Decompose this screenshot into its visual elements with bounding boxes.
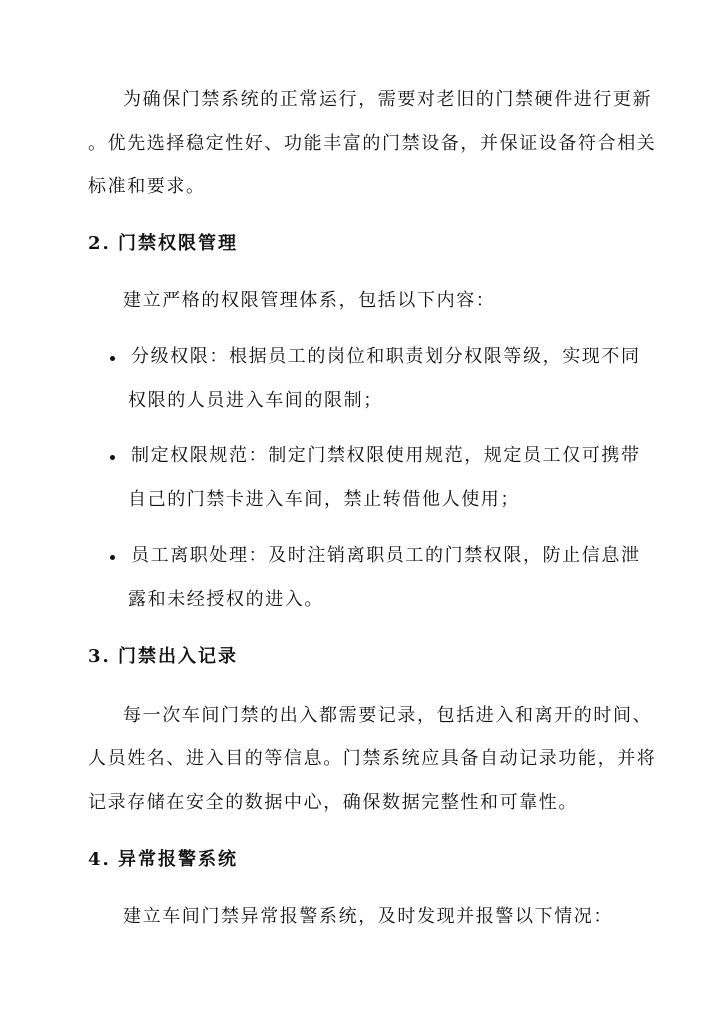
bullet-dot	[110, 555, 115, 560]
section-4-intro: 建立车间门禁异常报警系统，及时发现并报警以下情况：	[123, 906, 613, 927]
intro-paragraph-line-2: 。优先选择稳定性好、功能丰富的门禁设备，并保证设备符合相关	[88, 133, 657, 154]
section-3-paragraph-line-2: 人员姓名、进入目的等信息。门禁系统应具备自动记录功能，并将	[88, 748, 657, 769]
bullet-3-line-2: 露和未经授权的进入。	[128, 589, 324, 610]
bullet-dot	[110, 356, 115, 361]
section-4-title: 异常报警系统	[118, 849, 238, 870]
section-2-title: 门禁权限管理	[118, 233, 238, 254]
section-3-number: 3.	[88, 646, 111, 667]
intro-paragraph-line-1: 为确保门禁系统的正常运行，需要对老旧的门禁硬件进行更新	[123, 89, 653, 110]
intro-paragraph-line-3: 标准和要求。	[88, 176, 206, 197]
section-2-intro: 建立严格的权限管理体系，包括以下内容：	[123, 290, 496, 311]
section-4-number: 4.	[88, 849, 111, 870]
section-4-heading	[88, 848, 238, 872]
bullet-3-line-1: 员工离职处理：及时注销离职员工的门禁权限，防止信息泄	[131, 545, 641, 566]
bullet-1-line-1: 分级权限：根据员工的岗位和职责划分权限等级，实现不同	[131, 346, 641, 367]
section-3-paragraph-line-3: 记录存储在安全的数据中心，确保数据完整性和可靠性。	[88, 792, 578, 813]
section-2-heading	[88, 232, 238, 256]
section-3-title: 门禁出入记录	[118, 646, 238, 667]
section-3-paragraph-line-1: 每一次车间门禁的出入都需要记录，包括进入和离开的时间、	[123, 705, 653, 726]
bullet-1-line-2: 权限的人员进入车间的限制；	[128, 390, 383, 411]
bullet-2-line-1: 制定权限规范：制定门禁权限使用规范，规定员工仅可携带	[131, 445, 641, 466]
section-2-number: 2.	[88, 233, 111, 254]
section-3-heading	[88, 645, 238, 669]
bullet-dot	[110, 455, 115, 460]
bullet-2-line-2: 自己的门禁卡进入车间，禁止转借他人使用；	[128, 489, 520, 510]
